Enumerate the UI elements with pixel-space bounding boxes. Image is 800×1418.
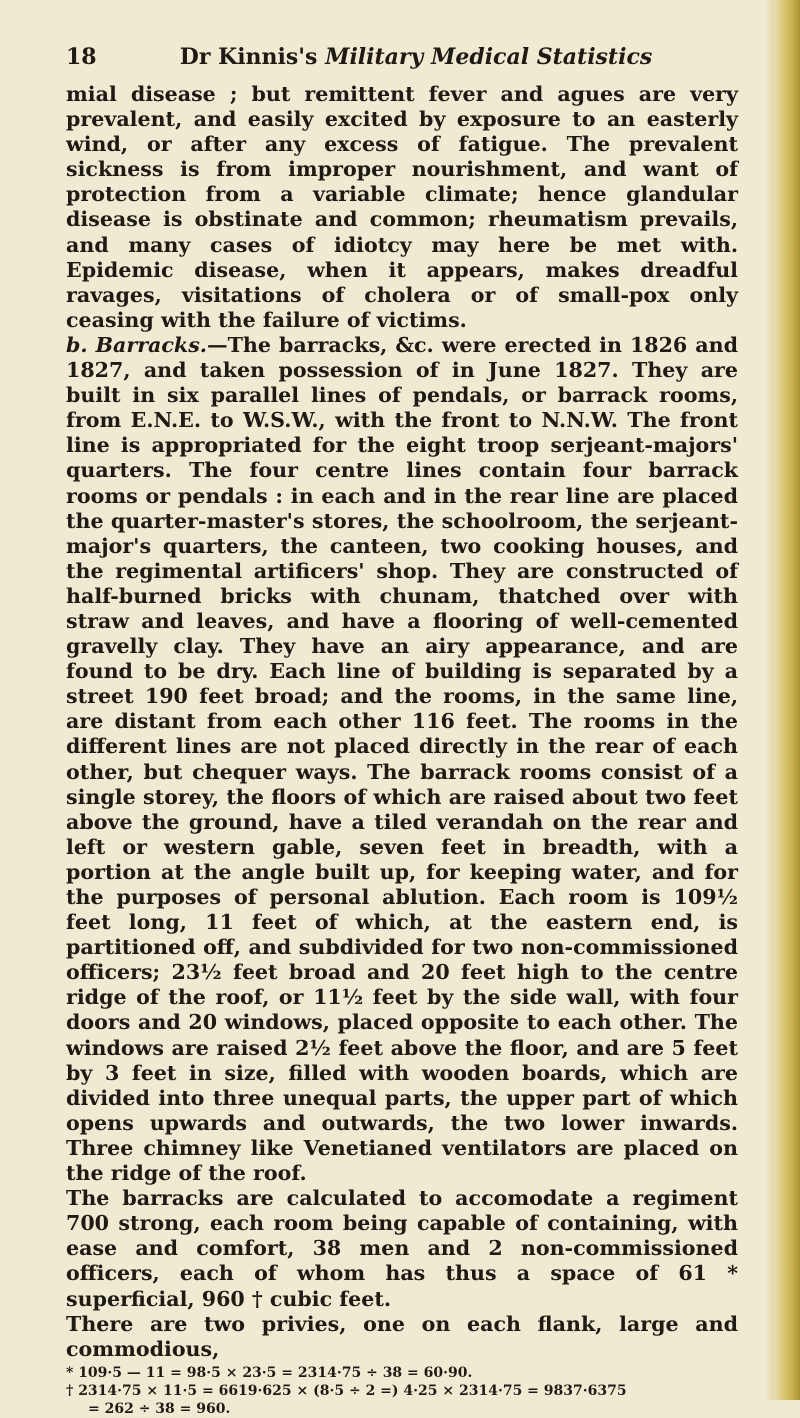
footnotes xyxy=(66,1364,738,1418)
paragraph-3 xyxy=(66,1186,738,1311)
paragraph-4 xyxy=(66,1312,738,1362)
paragraph-3-text: The barracks are calculated to accomodate a regiment 700 strong, each room being capable of containing, with ease and comfort, 38 men and 2 non-commissioned officers, each of whom has thus a space of 61 * superficial, 960 † cubic feet. xyxy=(66,1186,738,1311)
running-title-work: Military Medical Statistics xyxy=(325,44,653,70)
paragraph-1-text: mial disease ; but remittent fever and agues are very prevalent, and easily excited by exposure to an easterly wind, or after any excess of fatigue. The prevalent sickness is from improper nourishment, and want of protection from a variable climate; hence glandular disease is obstinate and common; rheumatism prevails, and many cases of idiotcy may here be met with. Epidemic disease, when it appears, makes dreadful ravages, visitations of cholera or of small-pox only ceasing with the failure of victims. xyxy=(66,82,738,332)
paragraph-barracks-text: —The barracks, &c. were erected in 1826 and 1827, and taken possession of in June 1827. They are built in six parallel lines of pendals, or barrack rooms, from E.N.E. to W.S.W., with the front to N.N.W. The front line is appropriated for the eight troop serjeant-majors' quarters. The four centre lines contain four barrack rooms or pendals : in each and in the rear line are placed the quarter-master's stores, the schoolroom, the serjeant-major's quarters, the canteen, two cooking houses, and the regimental artificers' shop. They are constructed of half-burned bricks with chunam, thatched over with straw and leaves, and have a flooring of well-cemented gravelly clay. They have an airy appearance, and are found to be dry. Each line of building is separated by a street 190 feet broad; and the rooms, in the same line, are distant from each other 116 feet. The rooms in the different lines are not placed directly in the rear of each other, but chequer ways. The barrack rooms consist of a single storey, the floors of which are raised about two feet above the ground, have a tiled verandah on the rear and left or western gable, seven feet in breadth, with a portion at the angle built up, for keeping water, and for the purposes of personal ablution. Each room is 109½ feet long, 11 feet of which, at the eastern end, is partitioned off, and subdivided for two non-commissioned officers; 23½ feet broad and 20 feet high to the centre ridge of the roof, or 11½ feet by the side wall, with four doors and 20 windows, placed opposite to each other. The windows are raised 2½ feet above the floor, and are 5 feet by 3 feet in size, filled with wooden boards, which are divided into three unequal parts, the upper part of which opens upwards and outwards, the two lower inwards. Three chimney like Venetianed ventilators are placed on the ridge of the roof. xyxy=(66,332,739,1186)
running-title-author: Dr Kinnis's xyxy=(179,44,318,70)
book-page xyxy=(66,44,738,1418)
page-number: 18 xyxy=(66,44,97,70)
paragraph-1 xyxy=(66,82,738,333)
footnote-2-continuation: = 262 ÷ 38 = 960. xyxy=(88,1400,231,1417)
footnote-1: * 109·5 — 11 = 98·5 × 23·5 = 2314·75 ÷ 38 = 60·90. xyxy=(66,1364,473,1381)
footnote-2: † 2314·75 × 11·5 = 6619·625 × (8·5 ÷ 2 =) 4·25 × 2314·75 = 9837·6375 xyxy=(66,1382,627,1399)
running-header xyxy=(66,44,738,82)
paragraph-4-text: There are two privies, one on each flank, large and commodious, xyxy=(66,1311,738,1361)
body-text xyxy=(66,82,738,1362)
section-heading-barracks: b. Barracks. xyxy=(66,332,207,357)
page-edge-shadow xyxy=(764,0,774,1400)
running-title xyxy=(114,44,738,70)
page-edge xyxy=(774,0,800,1400)
paragraph-barracks xyxy=(66,333,738,1186)
